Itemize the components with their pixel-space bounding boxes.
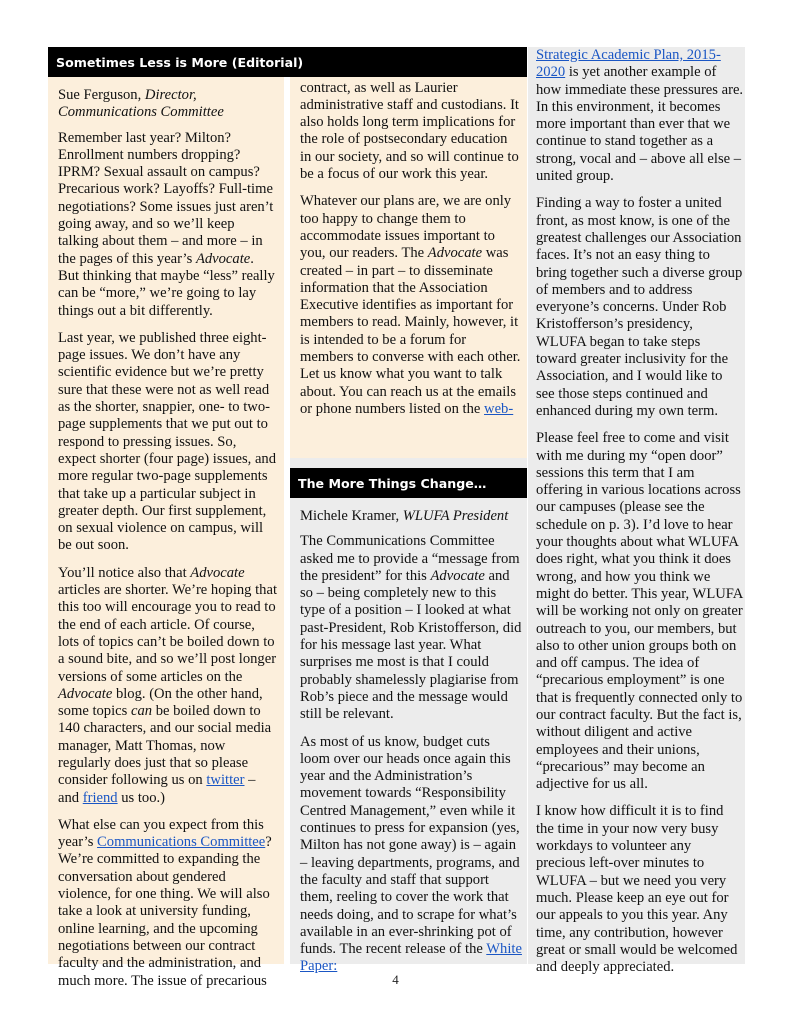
website-link[interactable]: web- (484, 400, 514, 417)
editorial-column-1 (48, 47, 284, 989)
editorial-paragraph: You’ll notice also that Advocate articles are shorter. We’re hoping that this too will encourage you to read to the end of each article. Of course, lots of topics can’t be boiled down to a sound bite, and so we’ll post longer versions of some articles on the Advocate blog. (On the other hand, some topics can be boiled down to 140 characters, and our social media manager, Matt Thomas, now regularly does just that so please consider following us on twitter – and friend us too.) (58, 564, 277, 806)
white-paper-link[interactable]: White Paper: (300, 941, 522, 975)
friend-link[interactable]: friend (82, 789, 118, 806)
strategic-plan-link[interactable]: Strategic Academic Plan, 2015-2020 (536, 47, 721, 81)
editorial-column-2 (290, 47, 527, 975)
president-paragraph: As most of us know, budget cuts loom over our heads once again this year and the Administration’s movement towards “Responsibility Centred Management,” even while it continues to press for expansion (yes, Milton has not gone away) is – again – leaving departments, programs, and the faculty and staff that support them, reeling to cover the work that needs doing, and to scrape for what’s available in an ever-shrinking pot of funds. The recent release of the White Paper: (300, 733, 522, 975)
communications-committee-link[interactable]: Communications Committee (97, 834, 266, 851)
president-message-panel (290, 458, 527, 975)
president-body-part1 (300, 508, 522, 986)
editorial-heading: Sometimes Less is More (Editorial) (48, 47, 527, 77)
editorial-byline: Sue Ferguson, Director, Communications Committee (58, 87, 224, 121)
page-number: 4 (392, 972, 399, 987)
president-paragraph: Strategic Academic Plan, 2015-2020 is yet another example of how immediate these pressures are. In this environment, it becomes more important than ever that we continue to stand together as a strong, vocal and – above all else – united group. (536, 47, 744, 185)
editorial-paragraph: What else can you expect from this year’s Communications Committee? We’re committed to expanding the conversation about gendered violence, for one thing. We will also take a look at university funding, online learning, and the upcoming negotiations between our contract faculty and the administration, and much more. The issue of precarious (58, 816, 272, 989)
editorial-paragraph: contract, as well as Laurier administrative staff and custodians. It also holds long term implications for the role of postsecondary education in our society, and so will continue to be a focus of our work this year. (300, 79, 519, 183)
editorial-continued-panel (290, 47, 527, 458)
editorial-body-part1 (58, 87, 278, 1000)
president-paragraph: Finding a way to foster a united front, as most know, is one of the greatest challenges our Association faces. It’s not an easy thing to bring together such a diverse group of members and to address everyone’s concerns. Under Rob Kristofferson’s presidency, WLUFA began to take steps toward greater inclusivity for the Association, and I would like to see those steps continued and enhanced during my own term. (536, 195, 743, 419)
president-body-part2 (536, 47, 744, 986)
president-paragraph: I know how difficult it is to find the time in your now very busy workdays to volunteer any precious left-over minutes to WLUFA – but we need you very much. Please keep an eye out for our appeals to you this year. Any time, any contribution, however great or small would be welcomed and deeply appreciated. (536, 803, 738, 976)
president-heading: The More Things Change… (290, 468, 527, 498)
editorial-paragraph: Remember last year? Milton? Enrollment numbers dropping? IPRM? Sexual assault on campus? Precarious work? Layoffs? Full-time negotiations? Some issues just aren’t going away, and so we’ll keep talking about them – and more – in the pages of this year’s Advocate. But thinking that maybe “less” really can be “more,” we’re going to lay things out a bit differently. (58, 129, 275, 319)
president-paragraph: Please feel free to come and visit with me during my “open door” sessions this term that I am offering in various locations across our campuses (please see the schedule on p. 3). I’d love to hear your thoughts about what WLUFA does right, what you think it does wrong, and how you think we might do better. This year, WLUFA will be working not only on greater outreach to you, our members, but also to other union groups both on and off campus. The idea of “precarious employment” is one that is frequently connected only to our contract faculty. But the fact is, without diligent and active employees and their unions, “precarious” may become an adjective for us all. (536, 430, 743, 793)
editorial-body-part2 (300, 45, 522, 428)
twitter-link[interactable]: twitter (206, 772, 245, 789)
editorial-paragraph: Last year, we published three eight-page issues. We don’t have any scientific evidence but we’re pretty sure that these were not as well read as the shorter, snappier, one- to two-page supplements that we put out to respond to pressing issues. So, expect shorter (four page) issues, and more regular two-page supplements that take up a particular subject in greater depth. Our first supplement, on sexual violence on campus, will be out soon. (58, 329, 277, 554)
editorial-paragraph: Whatever our plans are, we are only too happy to change them to accommodate issues important to you, our readers. The Advocate was created – in part – to disseminate information that the Association Executive identifies as important for members to read. Mainly, however, it is intended to be a forum for members to converse with each other. Let us know what you want to talk about. You can reach us at the emails or phone numbers listed on the web- (300, 193, 521, 417)
president-column-3 (528, 47, 745, 976)
president-paragraph: The Communications Committee asked me to provide a “message from the president” for this Advocate and so – being completely new to this type of a position – I looked at what past-President, Rob Kristofferson, did for his message last year. What surprises me most is that I could probably shamelessly plagiarise from Rob’s piece and the message would still be relevant. (300, 533, 522, 723)
president-byline: Michele Kramer, WLUFA President (300, 508, 509, 524)
